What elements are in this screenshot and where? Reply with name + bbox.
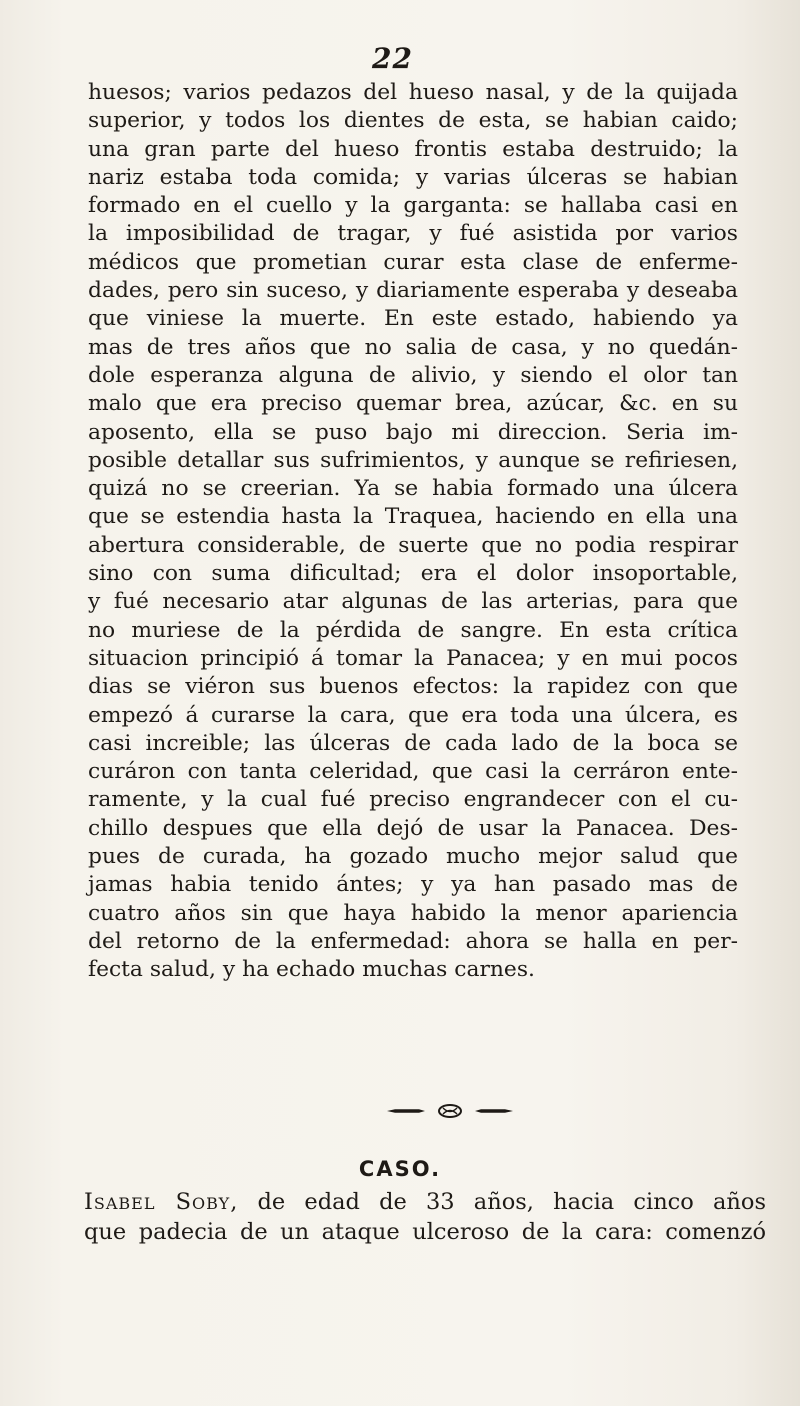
- text-line: chillo despues que ella dejó de usar la Panacea. Des-: [88, 815, 738, 841]
- case-line-1: [84, 1187, 766, 1217]
- text-line: y fué necesario atar algunas de las arterias, para que: [88, 589, 738, 615]
- case-line-1-text: de edad de 33 años, hacia cinco años: [238, 1189, 766, 1215]
- text-line-last: fecta salud, y ha echado muchas carnes.: [88, 957, 535, 983]
- text-line: médicos que prometian curar esta clase de enferme-: [88, 249, 738, 275]
- text-line: situacion principió á tomar la Panacea; y en mui pocos: [88, 645, 738, 671]
- text-line: jamas habia tenido ántes; y ya han pasado mas de: [88, 872, 738, 898]
- text-line: quizá no se creerian. Ya se habia formado una úlcera: [88, 476, 738, 502]
- body-paragraph: [88, 79, 738, 985]
- text-line: una gran parte del hueso frontis estaba destruido; la: [88, 136, 738, 162]
- text-line: empezó á curarse la cara, que era toda una úlcera, es: [88, 702, 738, 728]
- text-line: que se estendia hasta la Traquea, haciendo en ella una: [88, 504, 738, 530]
- text-line: formado en el cuello y la garganta: se hallaba casi en: [88, 193, 738, 219]
- text-line: dias se viéron sus buenos efectos: la rapidez con que: [88, 674, 738, 700]
- text-line: malo que era preciso quemar brea, azúcar, &c. en su: [88, 391, 738, 417]
- text-line: mas de tres años que no salia de casa, y no quedán-: [88, 334, 738, 360]
- page-number: 22: [372, 42, 413, 75]
- text-line: que viniese la muerte. En este estado, habiendo ya: [88, 306, 738, 332]
- patient-name: Isabel Soby,: [84, 1189, 239, 1215]
- text-line: huesos; varios pedazos del hueso nasal, y de la quijada: [88, 80, 738, 105]
- case-paragraph: [84, 1187, 766, 1247]
- text-line: dole esperanza alguna de alivio, y siendo el olor tan: [88, 362, 738, 388]
- text-line: la imposibilidad de tragar, y fué asistida por varios: [88, 221, 738, 247]
- text-line: aposento, ella se puso bajo mi direccion. Seria im-: [88, 419, 738, 445]
- text-line: curáron con tanta celeridad, que casi la cerráron ente-: [88, 759, 738, 785]
- text-line: casi increible; las úlceras de cada lado de la boca se: [88, 730, 738, 756]
- text-line: superior, y todos los dientes de esta, se habian caido;: [88, 108, 738, 134]
- text-line: abertura considerable, de suerte que no podia respirar: [88, 532, 738, 558]
- text-line: dades, pero sin suceso, y diariamente esperaba y deseaba: [88, 278, 738, 304]
- text-line: cuatro años sin que haya habido la menor apariencia: [88, 900, 738, 926]
- case-heading: CASO.: [358, 1157, 442, 1181]
- section-divider-ornament: [335, 1104, 565, 1118]
- text-line: no muriese de la pérdida de sangre. En esta crítica: [88, 617, 738, 643]
- text-line: ramente, y la cual fué preciso engrandecer con el cu-: [88, 787, 738, 813]
- text-line: nariz estaba toda comida; y varias úlceras se habian: [88, 164, 738, 190]
- case-line-2: que padecia de un ataque ulceroso de la cara: comenzó: [84, 1219, 766, 1245]
- text-line: del retorno de la enfermedad: ahora se halla en per-: [88, 928, 738, 954]
- text-line: sino con suma dificultad; era el dolor insoportable,: [88, 561, 738, 587]
- text-line: posible detallar sus sufrimientos, y aunque se refiriesen,: [88, 447, 738, 473]
- text-line: pues de curada, ha gozado mucho mejor salud que: [88, 844, 738, 870]
